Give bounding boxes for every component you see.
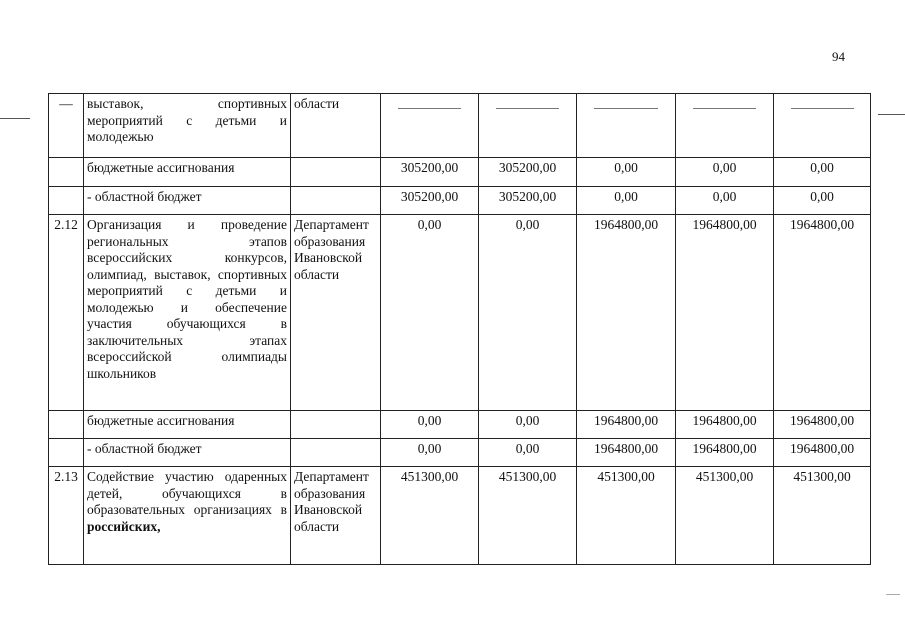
description-cell: - областной бюджет xyxy=(84,439,291,467)
amount-cell: 451300,00 xyxy=(774,467,871,565)
amount-cell xyxy=(479,94,577,158)
amount-cell: 1964800,00 xyxy=(676,411,774,439)
amount-cell: 1964800,00 xyxy=(774,439,871,467)
amount-cell: 451300,00 xyxy=(577,467,676,565)
amount-cell: 305200,00 xyxy=(479,187,577,215)
amount-cell: 1964800,00 xyxy=(774,215,871,411)
amount-cell: 0,00 xyxy=(381,411,479,439)
amount-cell: 451300,00 xyxy=(479,467,577,565)
amount-cell: 0,00 xyxy=(479,215,577,411)
row-number-cell: 2.12 xyxy=(49,215,84,411)
executor-cell: Департамент образования Ивановской области xyxy=(291,215,381,411)
description-cell: бюджетные ассигнования xyxy=(84,158,291,187)
amount-cell: 0,00 xyxy=(774,158,871,187)
executor-cell: Департамент образования Ивановской области xyxy=(291,467,381,565)
amount-cell: 1964800,00 xyxy=(577,439,676,467)
row-number-cell xyxy=(49,158,84,187)
amount-cell: 451300,00 xyxy=(381,467,479,565)
amount-cell: 1964800,00 xyxy=(577,411,676,439)
amount-cell: 1964800,00 xyxy=(774,411,871,439)
page-number: 94 xyxy=(832,49,845,64)
executor-cell xyxy=(291,411,381,439)
amount-cell: 0,00 xyxy=(381,439,479,467)
executor-cell xyxy=(291,439,381,467)
description-cell xyxy=(84,467,291,565)
table-row xyxy=(49,411,871,439)
description-cell: Организация и проведение региональных этапов всероссийских конкурсов, олимпиад, выставок, спортивных мероприятий с детьми и молодежью и обеспечение участия обучающихся в заключительных этапах всероссийской олимпиады школьников xyxy=(84,215,291,411)
row-number-cell xyxy=(49,94,84,158)
amount-cell: 1964800,00 xyxy=(577,215,676,411)
row-number-cell xyxy=(49,187,84,215)
row-number-cell xyxy=(49,439,84,467)
scan-dash-line xyxy=(693,108,757,109)
amount-cell xyxy=(381,94,479,158)
row-number-cell xyxy=(49,411,84,439)
table-row xyxy=(49,215,871,411)
executor-cell xyxy=(291,187,381,215)
table-row xyxy=(49,94,871,158)
row-number-cell: 2.13 xyxy=(49,467,84,565)
amount-cell: 305200,00 xyxy=(479,158,577,187)
amount-cell: 0,00 xyxy=(479,411,577,439)
description-bold-text: российских, xyxy=(87,518,161,534)
table-row xyxy=(49,439,871,467)
amount-cell: 0,00 xyxy=(577,158,676,187)
budget-table xyxy=(48,93,871,565)
scan-dash-line xyxy=(496,108,560,109)
amount-cell: 305200,00 xyxy=(381,158,479,187)
table-row xyxy=(49,467,871,565)
amount-cell xyxy=(676,94,774,158)
left-margin-mark xyxy=(0,118,30,119)
amount-cell: 1964800,00 xyxy=(676,439,774,467)
amount-cell: 0,00 xyxy=(676,158,774,187)
table-row xyxy=(49,187,871,215)
executor-cell: области xyxy=(291,94,381,158)
amount-cell: 451300,00 xyxy=(676,467,774,565)
table-row xyxy=(49,158,871,187)
amount-cell: 0,00 xyxy=(381,215,479,411)
description-cell: бюджетные ассигнования xyxy=(84,411,291,439)
description-cell: - областной бюджет xyxy=(84,187,291,215)
executor-cell xyxy=(291,158,381,187)
description-text: Содействие участию одаренных детей, обучающихся в образовательных организациях в xyxy=(87,469,287,517)
scan-dash-line xyxy=(398,108,462,109)
scan-dash-line xyxy=(791,108,854,109)
amount-cell xyxy=(774,94,871,158)
amount-cell: 305200,00 xyxy=(381,187,479,215)
amount-cell xyxy=(577,94,676,158)
row-number: — xyxy=(59,96,73,111)
description-cell: выставок, спортивных мероприятий с детьми и молодежью xyxy=(84,94,291,158)
amount-cell: 1964800,00 xyxy=(676,215,774,411)
amount-cell: 0,00 xyxy=(577,187,676,215)
amount-cell: 0,00 xyxy=(774,187,871,215)
amount-cell: 0,00 xyxy=(676,187,774,215)
amount-cell: 0,00 xyxy=(479,439,577,467)
right-margin-mark xyxy=(878,114,905,115)
scan-artifact-mark xyxy=(886,594,900,595)
scan-dash-line xyxy=(594,108,658,109)
